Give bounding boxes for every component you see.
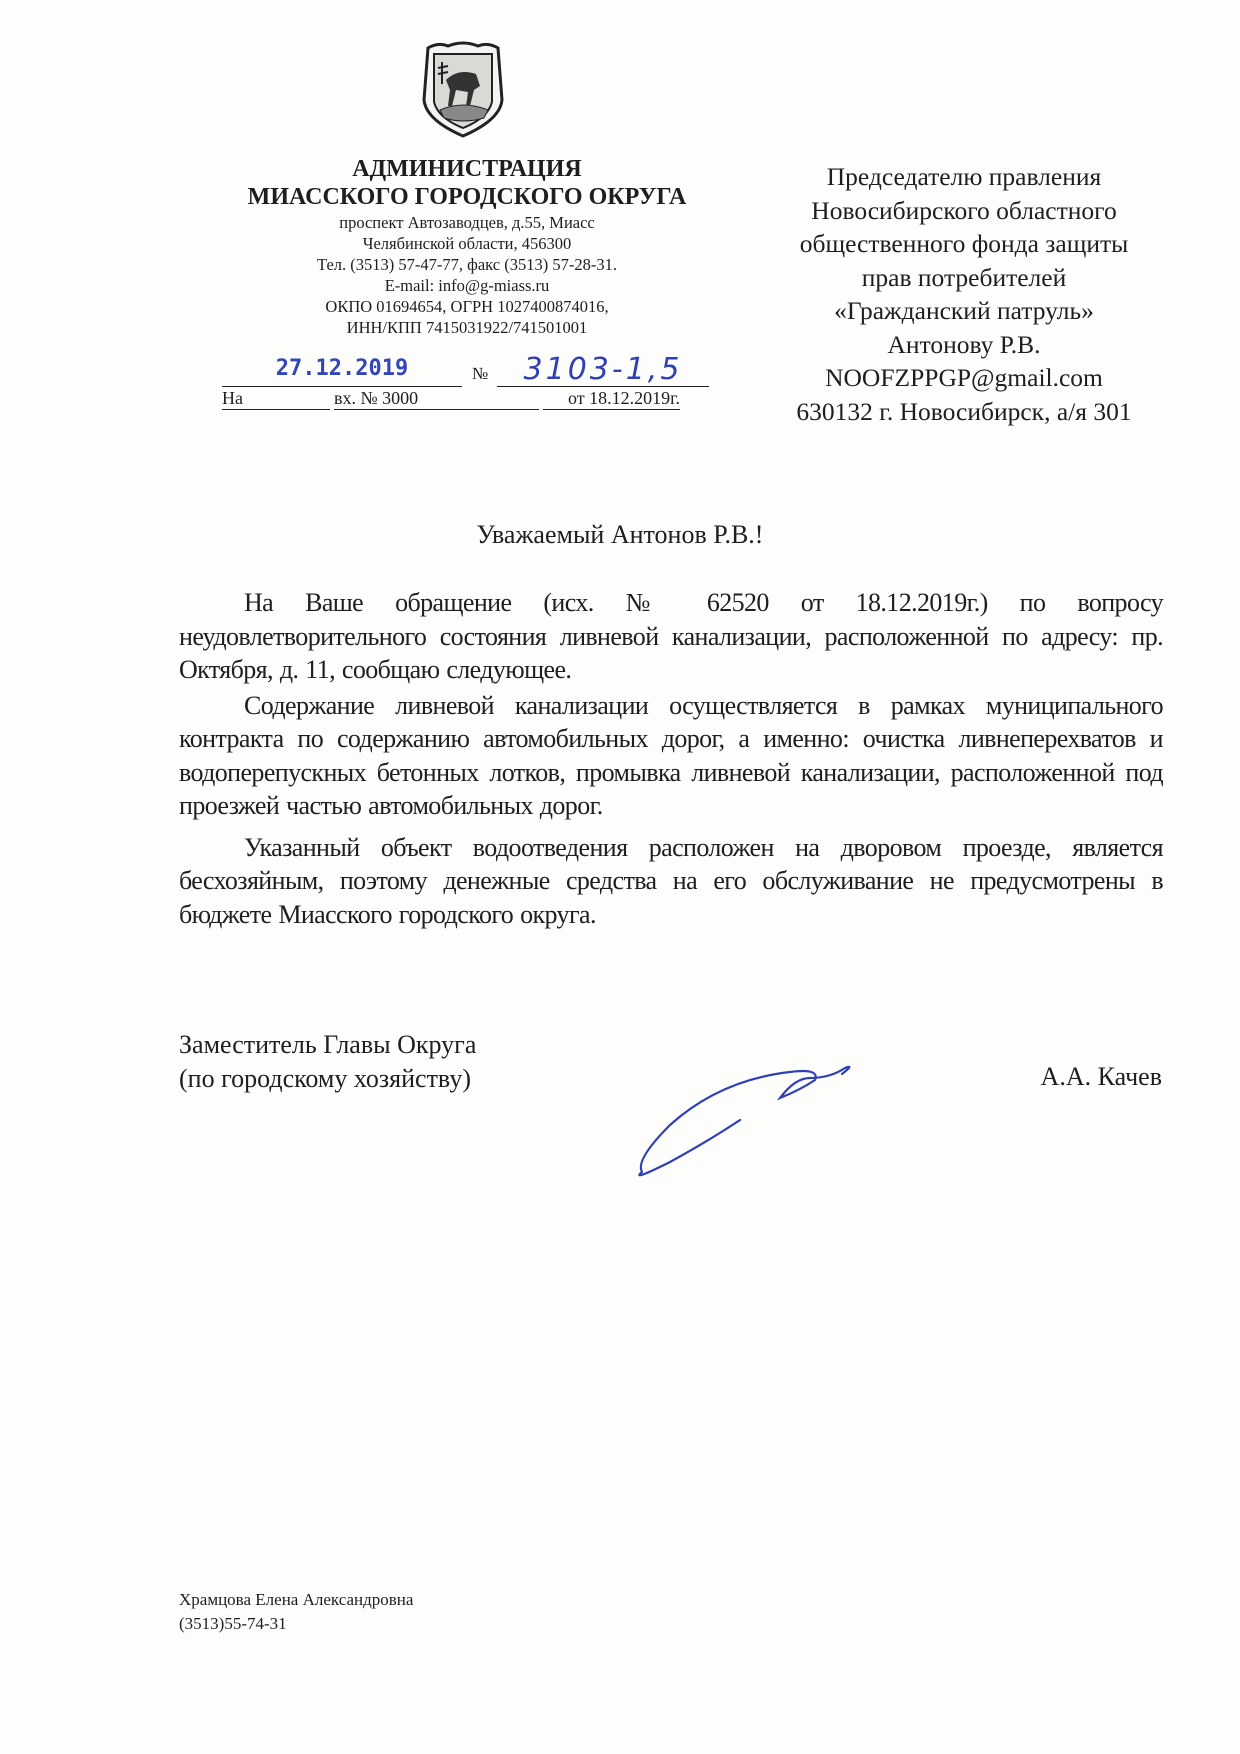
greeting: Уважаемый Антонов Р.В.!: [476, 520, 764, 549]
recipient-line: общественного фонда защиты: [799, 229, 1129, 258]
position-line: Заместитель Главы Округа: [179, 1030, 477, 1059]
outgoing-number-field: [497, 352, 709, 387]
outgoing-date-stamp: 27.12.2019: [275, 356, 409, 381]
executor-info: [179, 1588, 413, 1636]
org-details: [200, 212, 734, 338]
reply-label: На: [222, 388, 330, 410]
outgoing-number-handwritten: 3103-1,5: [523, 352, 683, 387]
recipient-email: NOOFZPPGP@gmail.com: [825, 363, 1103, 392]
handwritten-signature: [630, 1050, 860, 1185]
recipient-line: Председателю правления: [826, 162, 1102, 191]
incoming-ref: вх. № 3000: [334, 388, 539, 410]
incoming-date: от 18.12.2019г.: [543, 388, 680, 410]
org-email: E-mail: info@g-miass.ru: [384, 276, 550, 295]
number-sign: №: [472, 364, 489, 383]
paragraph: Указанный объект водоотведения расположен на дворовом проезде, является бесхозяйным, поэтому денежные средства на его обслуживание не предусмотрены в бюджете Миасского городского округа.: [179, 832, 1163, 929]
org-codes: ОКПО 01694654, ОГРН 1027400874016,: [325, 297, 609, 316]
org-title-line1: АДМИНИСТРАЦИЯ: [352, 156, 582, 182]
position-line: (по городскому хозяйству): [179, 1064, 471, 1093]
org-phone: Тел. (3513) 57-47-77, факс (3513) 57-28-31.: [317, 255, 617, 274]
recipient-line: прав потребителей: [861, 262, 1067, 292]
paragraph: На Ваше обращение (исх. № 62520 от 18.12.2019г.) по вопросу неудовлетворительного состояния ливневой канализации, расположенной по адресу: пр. Октября, д. 11, сообщаю следующее.: [179, 588, 1163, 684]
org-region: Челябинской области, 456300: [362, 234, 572, 253]
outgoing-date-field: [222, 356, 462, 387]
recipient-line: Новосибирского областного: [811, 195, 1117, 225]
executor-name: Храмцова Елена Александровна: [179, 1590, 414, 1609]
org-address: проспект Автозаводцев, д.55, Миасс: [339, 213, 595, 232]
signatory-name: А.А. Качев: [1040, 1062, 1162, 1091]
executor-phone: (3513)55-74-31: [179, 1614, 287, 1633]
recipient-line: «Гражданский патруль»: [834, 296, 1094, 325]
coat-of-arms-emblem: [418, 40, 508, 138]
org-inn: ИНН/КПП 7415031922/741501001: [346, 318, 588, 337]
letter-body: [179, 586, 1163, 931]
org-title-line2: МИАССКОГО ГОРОДСКОГО ОКРУГА: [247, 184, 687, 210]
paragraph: Содержание ливневой канализации осуществляется в рамках муниципального контракта по содержанию автомобильных дорог, а именно: очистка ливнеперехватов и водоперепускных бетонных лотков, промывка ливневой канализации, расположенной под проезжей частью автомобильных дорог.: [179, 690, 1163, 820]
signatory-position: [179, 1028, 476, 1096]
recipient-address: 630132 г. Новосибирск, а/я 301: [796, 396, 1132, 426]
recipient-name: Антонову Р.В.: [887, 329, 1041, 359]
recipient-block: [754, 160, 1174, 428]
